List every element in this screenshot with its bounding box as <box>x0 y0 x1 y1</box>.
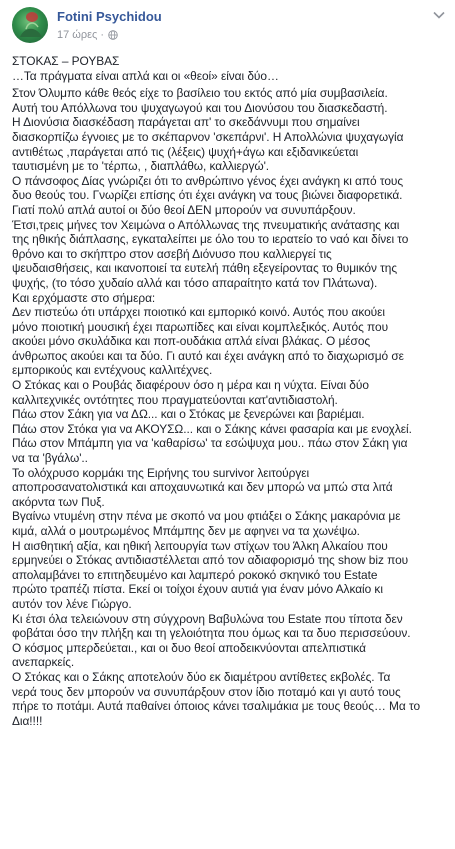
post-text-line: καλλιτεχνικές οντότητες που πραγματεύονται κατ'αντιδιαστολή. <box>12 392 338 407</box>
avatar-image <box>12 7 48 43</box>
post-text-line: Πάω στον Μπάμπη για να 'καθαρίσω' τα εσώψυχα μου.. πάω στον Σάκη για <box>12 436 408 451</box>
post-text-line: απολαμβάνει το επιτηδευμένο και λαμπερό ροκοκό σκηνικό του Estate <box>12 567 378 582</box>
post-text-line: ακόρντα των Πυξ. <box>12 494 105 509</box>
post-text-line: κιμά, αλλά ο μουτρωμένος Μπάμπης δεν με αφηνει να τα χωνέψω. <box>12 524 360 538</box>
post-text-line: Η αισθητική αξία, και ηθική λειτουργία των στίχων του Άλκη Αλκαίου που <box>12 538 388 553</box>
post-text-line: Έτσι,τρεις μήνες τον Χειμώνα ο Απόλλωνας της πνευματικής ανάτασης και <box>12 217 400 232</box>
post-text-line: διασκορπίζω έγνοιες με το σκέπαρνον 'σκεπάρνι'. Η Απολλώνια ψυχαγωγία <box>12 129 404 144</box>
post-text-line: Αυτή του Απόλλωνα του ψυχαγωγού και του Διονύσου του διασκεδαστή. <box>12 100 388 115</box>
post-text-line: Και ερχόμαστε στο σήμερα: <box>12 290 156 305</box>
post-text-line: ΣΤΟΚΑΣ – ΡΟΥΒΑΣ <box>12 54 120 68</box>
author-name[interactable]: Fotini Psychidou <box>57 9 162 24</box>
globe-icon <box>108 30 118 40</box>
post-text-line: Βγαίνω ντυμένη στην πένα με σκοπό να μου φτιάξει ο Σάκης μακαρόνια με <box>12 509 401 524</box>
post-text-line: αυτόν τον λένε Γιώργο. <box>12 596 132 611</box>
post-text-line: δυο θεούς του. Γνωρίζει επίσης ότι έχει ανάγκη να τους βιώνει διαφορετικά. <box>12 188 403 203</box>
post-meta <box>57 29 118 41</box>
post-text-line: Κι έτσι όλα τελειώνουν στη σύγχρονη Βαβυλώνα του Estate που τίποτα δεν <box>12 611 403 626</box>
post-text-line: ψευδαισθήσεις, και ικανοποιεί τα ευτελή πάθη εξεγείροντας το θυμικόν της <box>12 261 397 276</box>
post-text-line: Γιατί πολύ απλά αυτοί οι δύο θεοί ΔΕΝ μπορούν να συνυπάρξουν. <box>12 202 356 217</box>
post-text-line: Πάω στον Στόκα για να ΑΚΟΥΣΩ... και ο Σάκης κάνει φασαρία και με ενοχλεί. <box>12 421 412 436</box>
post-text-line: …Τα πράγματα είναι απλά και οι «θεοί» είναι δύο… <box>12 68 279 83</box>
post-text-line: ψυχής, (το τόσο χυδαίο αλλά και τόσο απαραίτητο κατά τον Πλάτωνα). <box>12 275 378 290</box>
post-text-line: Πάω στον Σάκη για να ΔΩ... και ο Στόκας με ξενερώνει και βαριέμαι. <box>12 407 365 422</box>
post-text-line: πήρε το ποτάμι. Αυτά παθαίνει όποιος κάνει τσαλιμάκια με τους θεούς… Μα το <box>12 699 421 714</box>
post-text-line: Δια!!!! <box>12 713 43 728</box>
post-text-line: Δεν πιστεύω ότι υπάρχει ποιοτικό και εμπορικό κοινό. Αυτός που ακούει <box>12 305 385 320</box>
post-text-line: νερά τους δεν μπορούν να συνυπάρξουν στον ίδιο ποταμό και γι αυτό τους <box>12 684 401 699</box>
post-text-line: άνθρωπος ακούει και τα δύο. Γι αυτό και έχει ανάγκη από το διαχωρισμό σε <box>12 348 404 363</box>
chevron-down-icon[interactable] <box>433 11 445 19</box>
post-text-line: Ο Στόκας και ο Σάκης αποτελούν δύο εκ διαμέτρου αντίθετες εκβολές. Τα <box>12 669 391 684</box>
post-text-line: Ο Στόκας και ο Ρουβάς διαφέρουν όσο η μέρα και η νύχτα. Είναι δύο <box>12 378 369 393</box>
timestamp[interactable]: 17 ώρες · <box>57 29 105 41</box>
post-text-line: της ηθικής διάπλασης, εγκαταλείπει με όλο του το ιερατείο το ναό και δίνει το <box>12 232 409 247</box>
post-text-line: Ο πάνσοφος Δίας γνώριζει ότι το ανθρώπινο γένος έχει ανάγκη κι από τους <box>12 173 404 188</box>
post-text-line: φοβάται όσο την πλήξη και τη γελοιότητα που όμως και τα δυο περισσεύουν. <box>12 626 411 641</box>
post-header <box>12 7 447 47</box>
post-text-line: πρώτο τραπέζι πίστα. Εκεί οι τοίχοι έχουν αυτιά για έναν μόνο Αλκαίο κι <box>12 582 383 597</box>
post-text <box>12 54 447 728</box>
post-text-line: Η Διονύσια διασκέδαση παράγεται απ' το σκεδάννυμι που σημαίνει <box>12 115 360 130</box>
post-text-line: ερμηνεύει ο Στόκας αντιδιαστέλλεται από τον αδιαφορισμό της show biz που <box>12 553 409 568</box>
post-text-line: μόνο ποιοτική μουσική έχει παρωπίδες και είναι κομπλεξικός. Αυτός που <box>12 319 389 334</box>
post-text-line: Το ολόχρυσο κορμάκι της Ειρήνης του survivor λειτούργει <box>12 465 310 480</box>
post-text-line: να τα 'βγάλω'.. <box>12 451 88 466</box>
post-text-line: θρόνο και το σκήπτρο στον ασεβή Διόνυσο που καλλιεργεί τις <box>12 246 332 261</box>
post-text-line: αποπροσανατολιστικά και αποχαυνωτικά και δεν μπορώ να μπώ στα λιτά <box>12 480 393 495</box>
post-text-line: ακούει μόνο σκυλάδικα και ποπ-ουδάκια απλά είναι βλάκας. Ο μέσος <box>12 334 371 349</box>
post-text-line: ανεπαρκείς. <box>12 655 75 670</box>
post-text-line: Ο κόσμος μπερδεύεται., και οι δυο θεοί αποδεικνύονται απελπιστικά <box>12 640 366 655</box>
post-text-line: εμπορικούς και εντέχνους καλλιτέχνες. <box>12 363 213 378</box>
post-text-line: Στον Όλυμπο κάθε θεός είχε το βασίλειο του εκτός από μία συμβασιλεία. <box>12 86 388 101</box>
post-text-line: αντιθέτως ,παράγεται από τις (λέξεις) ψυχή+άγω και εξιδανικεύεται <box>12 144 359 159</box>
post-text-line: ταυτισμένη με το 'τέρπω, , διαπλάθω, καλλιεργώ'. <box>12 159 270 174</box>
avatar[interactable] <box>12 7 48 43</box>
